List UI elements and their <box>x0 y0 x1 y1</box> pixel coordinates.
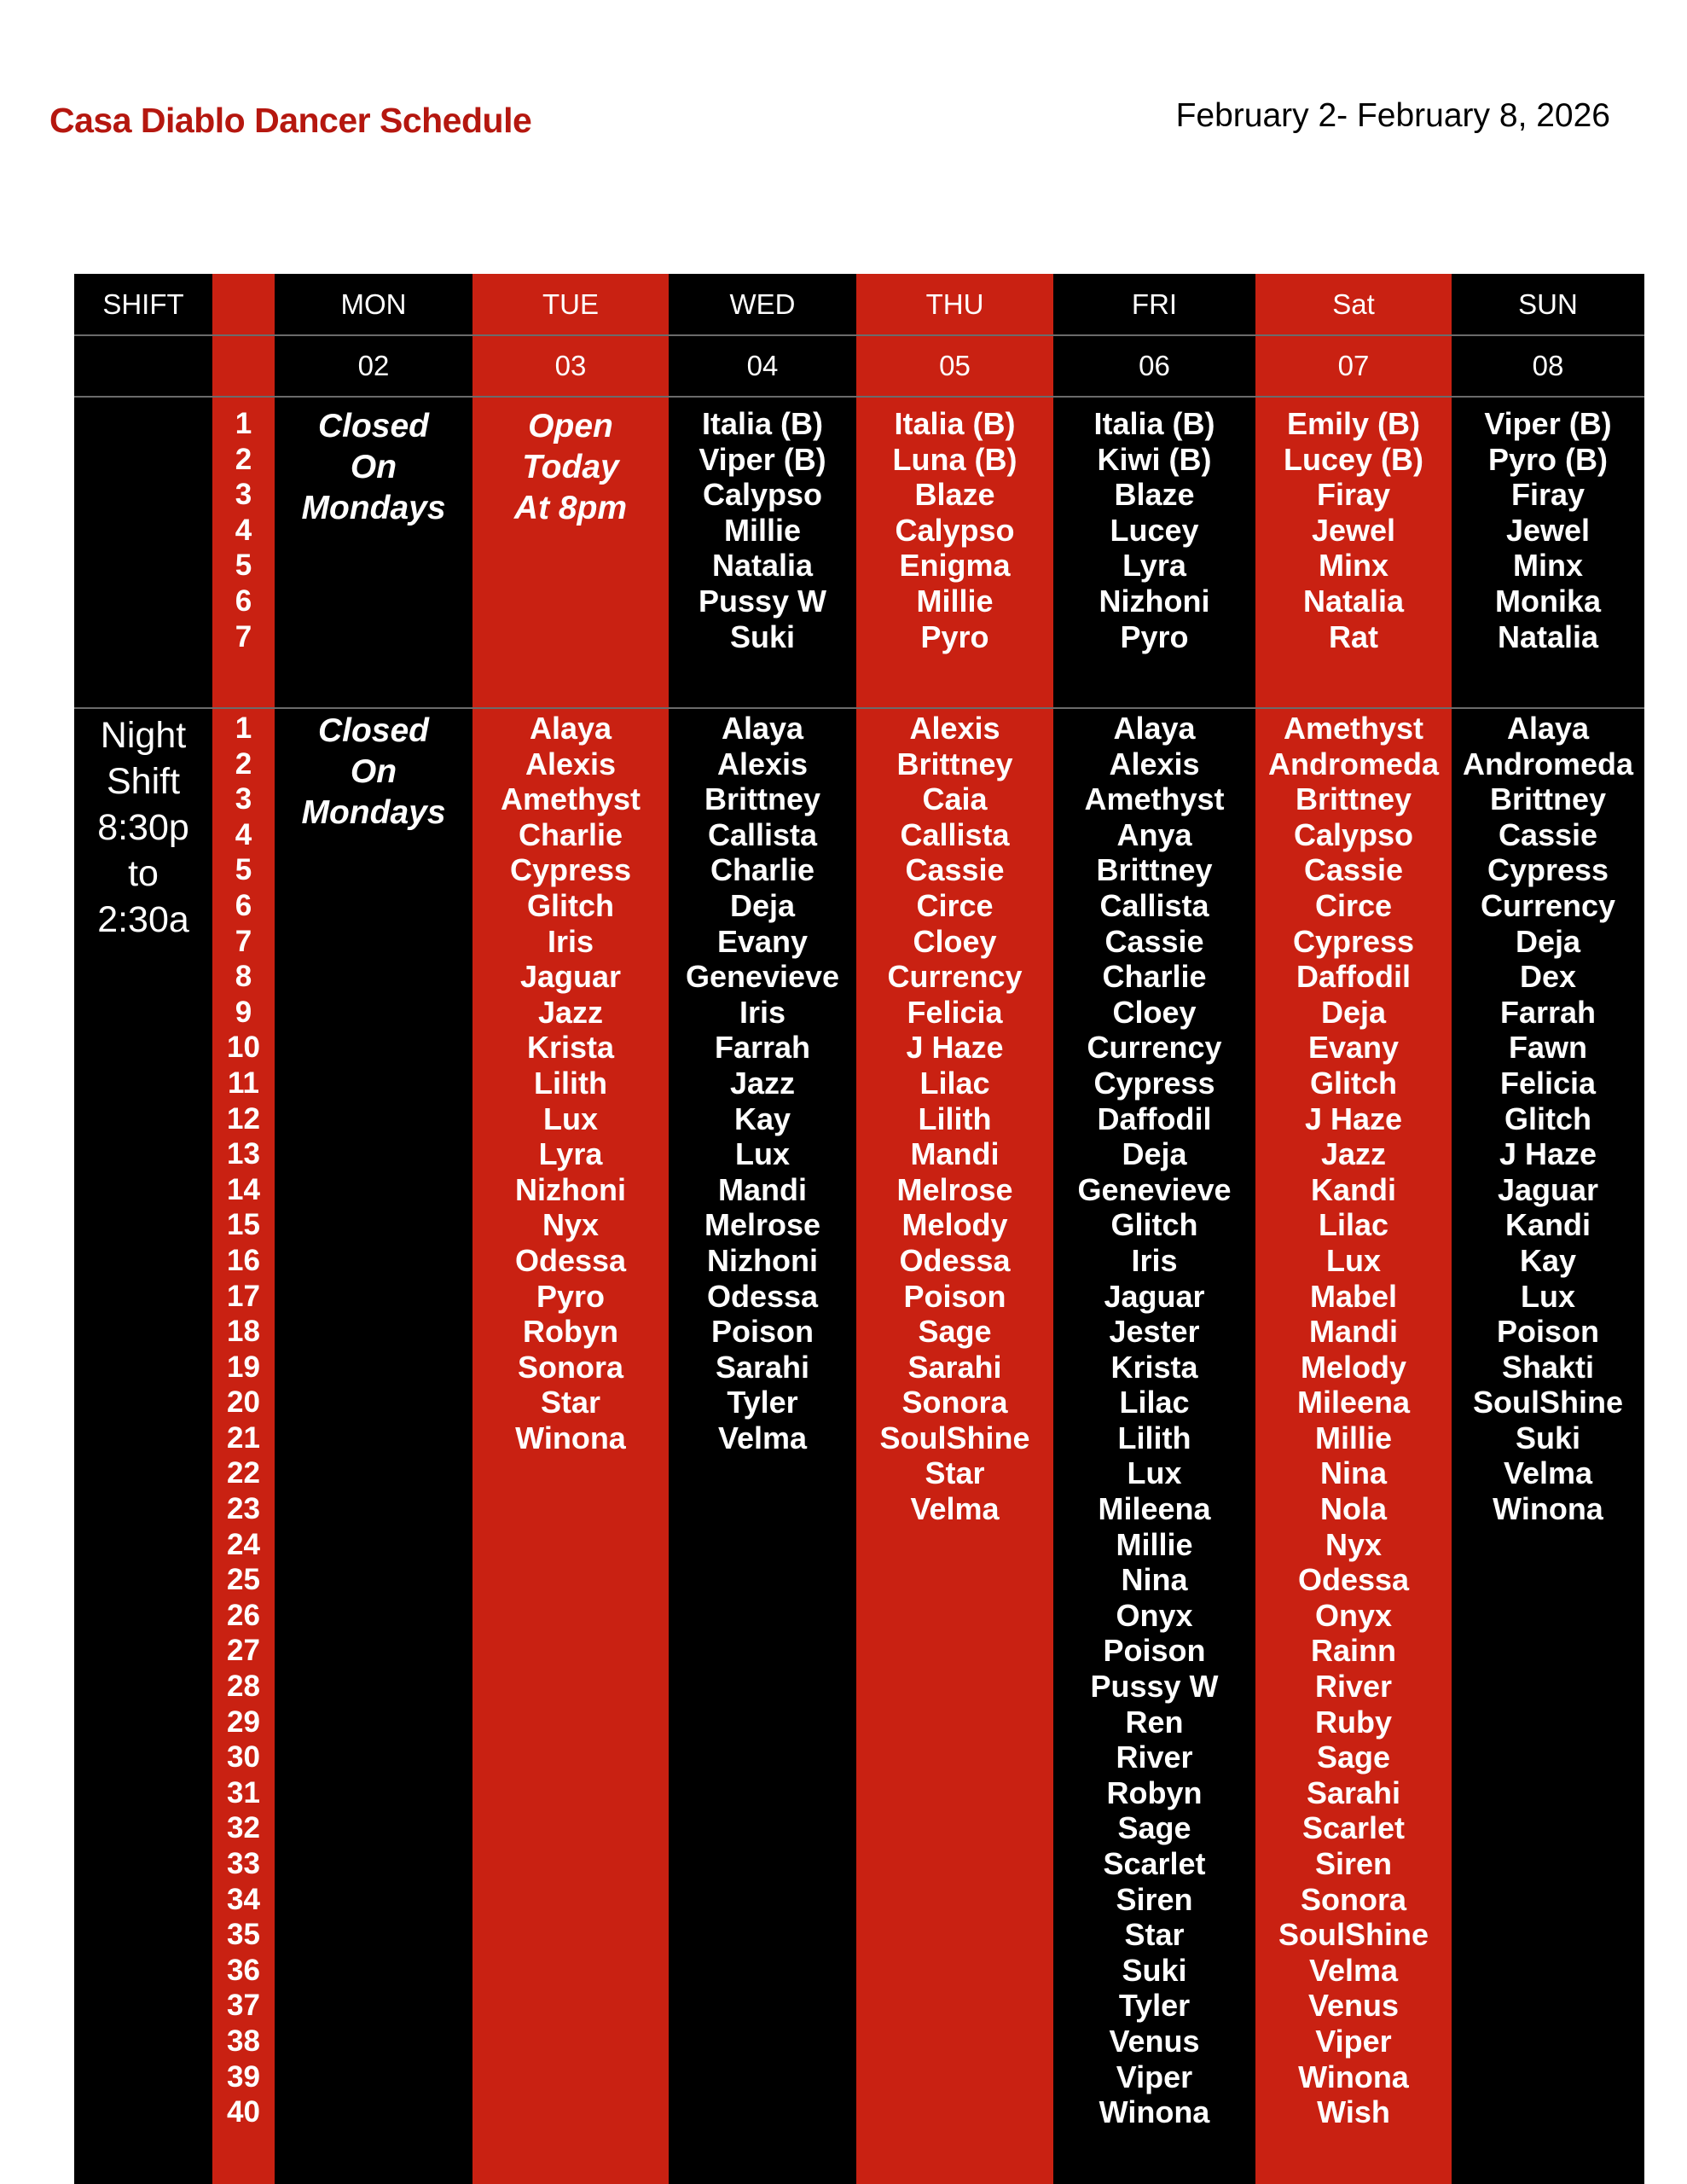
dancer-name: Callista <box>707 816 818 852</box>
day-shift-list-fri <box>1053 406 1255 654</box>
day-header-thu: THU <box>925 288 984 320</box>
slot-number: 35 <box>227 1918 260 1952</box>
day-shift-list-wed <box>669 406 856 654</box>
night-shift-list-sun <box>1452 711 1644 1527</box>
dancer-name: Cloey <box>913 923 997 959</box>
dancer-name: Callista <box>1099 887 1209 923</box>
slot-number: 18 <box>227 1315 260 1349</box>
dancer-name: Millie <box>723 512 802 548</box>
dancer-name: Alexis <box>716 746 809 781</box>
day-shift-list-thu <box>856 406 1053 654</box>
day-date-mon: 02 <box>357 350 390 381</box>
day-header-fri: FRI <box>1131 288 1178 320</box>
dancer-name: Viper (B) <box>699 441 826 477</box>
slot-number: 15 <box>227 1208 260 1242</box>
dancer-name: Sarahi <box>715 1349 810 1385</box>
dancer-name: Anya <box>1116 816 1192 852</box>
night-shift-list-fri <box>1053 711 1255 2130</box>
dancer-name: Natalia <box>1497 619 1599 654</box>
day-shift-list-sun <box>1452 406 1644 654</box>
dancer-name: Siren <box>1116 1881 1193 1917</box>
dancer-name: SoulShine <box>879 1420 1030 1455</box>
dancer-name: Alexis <box>1109 746 1200 781</box>
dancer-name: SoulShine <box>1278 1917 1429 1953</box>
dancer-name: Luna (B) <box>892 441 1017 477</box>
slot-number: 22 <box>227 1456 260 1490</box>
dancer-name: Deja <box>729 887 796 923</box>
dancer-name: Melody <box>1300 1349 1406 1385</box>
dancer-name: Sarahi <box>1306 1774 1401 1810</box>
shift-divider <box>74 707 1644 709</box>
shift-column <box>74 274 212 2184</box>
dancer-name: Robyn <box>523 1314 618 1350</box>
day-date-sun: 08 <box>1532 350 1564 381</box>
dancer-name: Brittney <box>1489 781 1607 817</box>
dancer-name: Lilith <box>534 1065 607 1101</box>
dancer-name: Dex <box>1519 959 1577 995</box>
slot-number: 6 <box>235 584 252 618</box>
dancer-name: Velma <box>1503 1455 1593 1491</box>
dancer-name: Jazz <box>537 994 604 1030</box>
dancer-name: Currency <box>1480 887 1616 923</box>
dancer-name: Mileena <box>1098 1491 1211 1527</box>
dancer-name: Jazz <box>1320 1136 1387 1172</box>
slot-number: 32 <box>227 1811 260 1845</box>
dancer-name: Evany <box>716 923 809 959</box>
dancer-name: Alaya <box>721 711 804 746</box>
dancer-name: Iris <box>547 923 594 959</box>
dancer-name: Cloey <box>1112 994 1197 1030</box>
dancer-name: Glitch <box>1110 1207 1198 1243</box>
dancer-name: Nizhoni <box>515 1171 626 1207</box>
dancer-name: Cassie <box>905 852 1005 888</box>
dancer-name: Amethyst <box>1084 781 1225 817</box>
dancer-name: Genevieve <box>685 959 840 995</box>
dancer-name: Currency <box>887 959 1023 995</box>
dancer-name: Jester <box>1109 1314 1200 1350</box>
dancer-name: Charlie <box>1102 959 1207 995</box>
dancer-name: Pussy W <box>1090 1669 1219 1705</box>
dancer-name: Mabel <box>1309 1278 1398 1314</box>
dancer-name: Caia <box>922 781 988 817</box>
dancer-name: Star <box>925 1455 985 1491</box>
dancer-name: Evany <box>1307 1030 1400 1066</box>
slot-number: 7 <box>235 619 252 653</box>
dancer-name: Natalia <box>1302 583 1405 619</box>
slot-number: 3 <box>235 478 252 512</box>
dancer-name: Rainn <box>1310 1633 1396 1669</box>
slot-number: 1 <box>235 712 252 745</box>
dancer-name: Ruby <box>1315 1704 1392 1740</box>
dancer-name: Cassie <box>1104 923 1204 959</box>
dancer-name: River <box>1314 1669 1393 1705</box>
dancer-name: Glitch <box>1309 1065 1397 1101</box>
day-slot-numbers <box>212 406 275 654</box>
dancer-name: Cypress <box>509 852 632 888</box>
night-shift-note-mon: Closed On Mondays <box>301 712 446 831</box>
dancer-name: Daffodil <box>1097 1101 1212 1136</box>
dancer-name: Felicia <box>1499 1065 1597 1101</box>
dancer-name: Winona <box>1298 2059 1409 2094</box>
dancer-name: Venus <box>1307 1988 1400 2024</box>
dancer-name: Brittney <box>1295 781 1412 817</box>
slot-number: 23 <box>227 1492 260 1526</box>
dancer-name: Poison <box>903 1278 1006 1314</box>
dancer-name: Wish <box>1317 2094 1390 2130</box>
dancer-name: Odessa <box>899 1242 1011 1278</box>
dancer-name: Iris <box>739 994 786 1030</box>
slot-number: 30 <box>227 1740 260 1774</box>
dancer-name: Amethyst <box>500 781 641 817</box>
night-shift-list-thu <box>856 711 1053 1527</box>
dancer-name: Suki <box>1122 1952 1187 1988</box>
dancer-name: Winona <box>515 1420 626 1455</box>
dancer-name: Winona <box>1493 1491 1603 1527</box>
dancer-name: Lux <box>542 1101 598 1136</box>
dancer-name: J Haze <box>1499 1136 1597 1172</box>
slot-number: 36 <box>227 1953 260 1987</box>
slot-number: 27 <box>227 1634 260 1668</box>
dancer-name: Lilac <box>1119 1385 1190 1420</box>
slot-number: 21 <box>227 1420 260 1455</box>
dancer-name: Glitch <box>526 887 614 923</box>
dancer-name: Onyx <box>1116 1597 1193 1633</box>
night-shift-label: Night Shift 8:30p to 2:30a <box>97 715 189 940</box>
day-header-sat: Sat <box>1332 288 1375 320</box>
dancer-name: Poison <box>1496 1314 1599 1350</box>
dancer-name: Mandi <box>1309 1314 1398 1350</box>
dancer-name: River <box>1116 1740 1193 1775</box>
dancer-name: Cassie <box>1498 816 1598 852</box>
slot-number: 37 <box>227 1989 260 2023</box>
dancer-name: Velma <box>717 1420 808 1455</box>
day-header-sun: SUN <box>1518 288 1578 320</box>
dancer-name: Deja <box>1320 994 1387 1030</box>
day-date-tue: 03 <box>554 350 587 381</box>
dancer-name: Nola <box>1319 1491 1387 1527</box>
dancer-name: Emily (B) <box>1286 406 1421 441</box>
slot-header <box>212 274 275 334</box>
dancer-name: Jazz <box>729 1065 796 1101</box>
slot-number: 33 <box>227 1847 260 1880</box>
dancer-name: Tyler <box>1118 1988 1191 2024</box>
dancer-name: Deja <box>1515 923 1581 959</box>
dancer-name: Scarlet <box>1103 1846 1206 1881</box>
dancer-name: Lyra <box>1122 548 1186 584</box>
day-date-fri: 06 <box>1139 350 1170 381</box>
dancer-name: Tyler <box>727 1385 798 1420</box>
slot-number: 6 <box>235 888 252 922</box>
dancer-name: Charlie <box>518 816 623 852</box>
dancer-name: Andromeda <box>1267 746 1440 781</box>
dancer-name: Scarlet <box>1301 1810 1406 1846</box>
dancer-name: Millie <box>1314 1420 1393 1455</box>
slot-number: 20 <box>227 1385 260 1420</box>
dancer-name: Fawn <box>1508 1030 1587 1066</box>
dancer-name: Andromeda <box>1462 746 1634 781</box>
dancer-name: Pyro <box>536 1278 606 1314</box>
dancer-name: Sonora <box>1300 1881 1406 1917</box>
dancer-name: Poison <box>710 1314 814 1350</box>
dancer-name: Velma <box>1308 1952 1399 1988</box>
header-divider <box>74 334 1644 336</box>
dancer-name: Rat <box>1328 619 1378 654</box>
dancer-name: Jaguar <box>1497 1171 1599 1207</box>
dancer-name: Felicia <box>907 994 1003 1030</box>
day-date-wed: 04 <box>746 350 779 381</box>
day-header-mon: MON <box>340 288 407 320</box>
slot-number: 26 <box>227 1598 260 1632</box>
slot-number: 9 <box>235 995 252 1029</box>
dancer-name: Sonora <box>517 1349 623 1385</box>
dancer-name: Sarahi <box>907 1349 1002 1385</box>
dancer-name: Nyx <box>542 1207 600 1243</box>
dancer-name: Melrose <box>896 1171 1013 1207</box>
dancer-name: Star <box>540 1385 601 1420</box>
dancer-name: Jaguar <box>1104 1278 1205 1314</box>
dancer-name: Nina <box>1121 1562 1188 1598</box>
slot-number: 1 <box>235 407 252 440</box>
dancer-name: Siren <box>1314 1846 1393 1881</box>
dancer-name: Deja <box>1122 1136 1187 1172</box>
slot-number: 40 <box>227 2095 260 2129</box>
dancer-name: Alaya <box>1506 711 1590 746</box>
slot-number: 5 <box>235 549 252 583</box>
dancer-name: Jewel <box>1311 512 1396 548</box>
schedule-table <box>74 274 1644 2184</box>
slot-number: 10 <box>227 1031 260 1065</box>
dancer-name: Calypso <box>702 477 823 513</box>
dancer-name: Star <box>1124 1917 1185 1953</box>
dancer-name: SoulShine <box>1472 1385 1623 1420</box>
slot-number: 8 <box>235 960 252 994</box>
dancer-name: Melrose <box>704 1207 821 1243</box>
slot-number: 12 <box>227 1101 260 1136</box>
dancer-name: Melody <box>901 1207 1008 1243</box>
dancer-name: Blaze <box>914 477 995 513</box>
day-date-thu: 05 <box>939 350 971 381</box>
dancer-name: Firay <box>1316 477 1391 513</box>
slot-number: 4 <box>235 817 252 851</box>
dancer-name: Pussy W <box>698 583 827 619</box>
dancer-name: Sage <box>918 1314 992 1350</box>
dancer-name: J Haze <box>1304 1101 1403 1136</box>
night-slot-numbers <box>212 711 275 2130</box>
dancer-name: Minx <box>1512 548 1583 584</box>
dancer-name: Lucey <box>1110 512 1199 548</box>
slot-number: 5 <box>235 853 252 887</box>
slot-number: 7 <box>235 924 252 958</box>
dancer-name: Italia (B) <box>701 406 823 441</box>
dancer-name: Robyn <box>1106 1774 1203 1810</box>
dancer-name: Cypress <box>1487 852 1609 888</box>
slot-number: 29 <box>227 1705 260 1739</box>
dancer-name: Krista <box>526 1030 615 1066</box>
slot-number: 24 <box>227 1527 260 1561</box>
dancer-name: Brittney <box>1096 852 1213 888</box>
day-column-fri <box>1053 274 1255 2184</box>
dancer-name: Firay <box>1510 477 1586 513</box>
day-header-tue: TUE <box>542 288 599 320</box>
dancer-name: Jewel <box>1505 512 1591 548</box>
dancer-name: Odessa <box>706 1278 819 1314</box>
dancer-name: Velma <box>910 1491 1000 1527</box>
dancer-name: Minx <box>1318 548 1388 584</box>
dancer-name: Kandi <box>1504 1207 1591 1243</box>
page-title: Casa Diablo Dancer Schedule <box>49 101 532 140</box>
dancer-name: Iris <box>1131 1242 1178 1278</box>
dancer-name: Venus <box>1109 2023 1200 2059</box>
slot-number: 3 <box>235 782 252 816</box>
dancer-name: Mileena <box>1296 1385 1411 1420</box>
dancer-name: Brittney <box>896 746 1013 781</box>
slot-number: 13 <box>227 1137 260 1171</box>
dancer-name: Ren <box>1125 1704 1184 1740</box>
dancer-name: Viper <box>1116 2059 1193 2094</box>
dancer-name: Cassie <box>1303 852 1404 888</box>
slot-number: 39 <box>227 2059 260 2094</box>
dancer-name: Sage <box>1117 1810 1191 1846</box>
day-shift-note-mon: Closed On Mondays <box>301 408 446 526</box>
dancer-name: Cypress <box>1292 923 1415 959</box>
dancer-name: Suki <box>729 619 796 654</box>
slot-number: 19 <box>227 1350 260 1384</box>
dancer-name: Lilith <box>918 1101 992 1136</box>
slot-number: 17 <box>227 1279 260 1313</box>
dancer-name: Lux <box>1325 1242 1381 1278</box>
day-shift-list-sat <box>1255 406 1452 654</box>
dancer-name: Pyro <box>1120 619 1189 654</box>
dancer-name: Lux <box>1520 1278 1575 1314</box>
dancer-name: Kay <box>733 1101 791 1136</box>
dancer-name: Jaguar <box>519 959 622 995</box>
dancer-name: J Haze <box>906 1030 1004 1066</box>
day-shift-note-tue: Open Today At 8pm <box>513 408 628 526</box>
dancer-name: Sage <box>1316 1740 1391 1775</box>
slot-number: 14 <box>227 1172 260 1206</box>
dancer-name: Kiwi (B) <box>1097 441 1212 477</box>
slot-number: 2 <box>235 746 252 781</box>
dancer-name: Lux <box>734 1136 790 1172</box>
slot-number: 25 <box>227 1563 260 1597</box>
dancer-name: Onyx <box>1314 1597 1393 1633</box>
dancer-name: Farrah <box>714 1030 811 1066</box>
dancer-name: Genevieve <box>1077 1171 1232 1207</box>
dancer-name: Pyro <box>920 619 989 654</box>
dancer-name: Circe <box>1314 887 1393 923</box>
dancer-name: Kay <box>1519 1242 1577 1278</box>
night-shift-list-tue <box>472 711 669 1455</box>
slot-number: 4 <box>235 513 252 547</box>
dancer-name: Nizhoni <box>1099 583 1210 619</box>
dancer-name: Charlie <box>710 852 815 888</box>
dancer-name: Kandi <box>1310 1171 1396 1207</box>
dancer-name: Lilac <box>919 1065 990 1101</box>
dancer-name: Lyra <box>538 1136 603 1172</box>
dancer-name: Alaya <box>1113 711 1196 746</box>
dancer-name: Nyx <box>1325 1526 1383 1562</box>
dancer-name: Callista <box>900 816 1010 852</box>
dancer-name: Lilith <box>1117 1420 1191 1455</box>
dancer-name: Natalia <box>711 548 814 584</box>
day-column-tue <box>472 274 669 2184</box>
slot-number: 38 <box>227 2024 260 2058</box>
dancer-name: Italia (B) <box>894 406 1016 441</box>
dancer-name: Odessa <box>1297 1562 1410 1598</box>
dancer-name: Krista <box>1110 1349 1198 1385</box>
dancer-name: Winona <box>1099 2094 1210 2130</box>
dancer-name: Lilac <box>1318 1207 1389 1243</box>
day-column-sat <box>1255 274 1452 2184</box>
night-shift-list-wed <box>669 711 856 1455</box>
dancer-name: Cypress <box>1093 1065 1215 1101</box>
dancer-name: Monika <box>1494 583 1601 619</box>
dancer-name: Odessa <box>514 1242 627 1278</box>
dancer-name: Farrah <box>1499 994 1597 1030</box>
day-column-mon <box>275 274 472 2184</box>
shift-header: SHIFT <box>102 288 184 320</box>
day-column-wed <box>669 274 856 2184</box>
dancer-name: Calypso <box>1293 816 1414 852</box>
slot-number: 31 <box>227 1775 260 1809</box>
date-divider <box>74 396 1644 398</box>
dancer-name: Nina <box>1319 1455 1387 1491</box>
dancer-name: Daffodil <box>1296 959 1411 995</box>
dancer-name: Mandi <box>718 1171 807 1207</box>
dancer-name: Alaya <box>529 711 612 746</box>
dancer-name: Alexis <box>909 711 1000 746</box>
dancer-name: Millie <box>1116 1526 1193 1562</box>
dancer-name: Viper (B) <box>1484 406 1612 441</box>
dancer-name: Viper <box>1315 2023 1392 2059</box>
dancer-name: Italia (B) <box>1093 406 1215 441</box>
dancer-name: Nizhoni <box>707 1242 818 1278</box>
day-column-sun <box>1452 274 1644 2184</box>
slot-number: 28 <box>227 1670 260 1704</box>
dancer-name: Blaze <box>1114 477 1195 513</box>
slot-number: 2 <box>235 442 252 476</box>
dancer-name: Enigma <box>899 548 1011 584</box>
date-range: February 2- February 8, 2026 <box>1175 97 1610 134</box>
dancer-name: Brittney <box>704 781 821 817</box>
dancer-name: Mandi <box>910 1136 1000 1172</box>
dancer-name: Shakti <box>1501 1349 1595 1385</box>
dancer-name: Lux <box>1127 1455 1182 1491</box>
day-header-wed: WED <box>729 288 796 320</box>
dancer-name: Millie <box>916 583 994 619</box>
dancer-name: Poison <box>1103 1633 1206 1669</box>
dancer-name: Calypso <box>895 512 1015 548</box>
dancer-name: Lucey (B) <box>1283 441 1424 477</box>
dancer-name: Currency <box>1087 1030 1222 1066</box>
night-shift-list-sat <box>1255 711 1452 2130</box>
slot-number: 34 <box>227 1882 260 1916</box>
dancer-name: Sonora <box>901 1385 1008 1420</box>
slot-number-column <box>212 274 275 2184</box>
day-date-sat: 07 <box>1337 350 1370 381</box>
slot-number: 16 <box>227 1243 260 1277</box>
dancer-name: Alexis <box>525 746 617 781</box>
slot-number: 11 <box>228 1066 259 1100</box>
dancer-name: Amethyst <box>1283 711 1424 746</box>
dancer-name: Circe <box>916 887 994 923</box>
dancer-name: Pyro (B) <box>1487 441 1608 477</box>
day-column-thu <box>856 274 1053 2184</box>
dancer-name: Suki <box>1515 1420 1581 1455</box>
dancer-name: Glitch <box>1504 1101 1591 1136</box>
